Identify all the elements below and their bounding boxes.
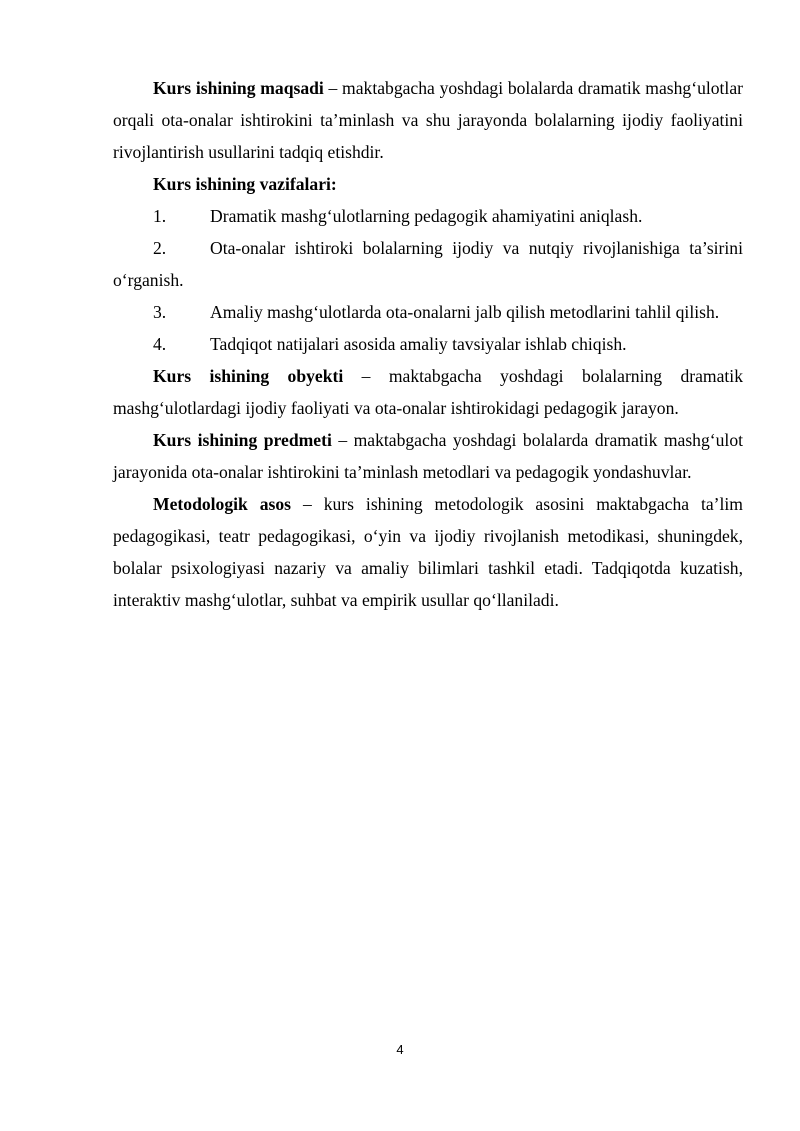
task-item-3 xyxy=(113,296,743,328)
goal-term: Kurs ishining maqsadi xyxy=(153,78,324,98)
goal-text: – maktabgacha yoshdagi bolalarda dramatik mashg‘ulotlar orqali ota-onalar ishtirokini ta’minlash va shu jarayonda bolalarning ijodiy faoliyatini rivojlantirish usullarini tadqiq etishdir. xyxy=(113,78,743,162)
task-text: Dramatik mashg‘ulotlarning pedagogik ahamiyatini aniqlash. xyxy=(210,206,643,226)
task-text: Amaliy mashg‘ulotlarda ota-onalarni jalb qilish metodlarini tahlil qilish. xyxy=(210,302,720,322)
task-number: 1. xyxy=(153,206,167,226)
subject-paragraph xyxy=(113,424,743,488)
object-term: Kurs ishining obyekti xyxy=(153,366,344,386)
subject-text: – maktabgacha yoshdagi bolalarda dramatik mashg‘ulot jarayonida ota-onalar ishtirokini ta’minlash metodlari va pedagogik yondashuvlar. xyxy=(113,430,744,482)
task-number: 4. xyxy=(153,334,167,354)
subject-term: Kurs ishining predmeti xyxy=(153,430,332,450)
goal-paragraph xyxy=(113,72,743,168)
page-content xyxy=(113,72,743,616)
object-text: – maktabgacha yoshdagi bolalarning dramatik mashg‘ulotlardagi ijodiy faoliyati va ota-onalar ishtirokidagi pedagogik jarayon. xyxy=(113,366,743,418)
page-number: 4 xyxy=(396,1042,404,1057)
task-item-2 xyxy=(113,232,743,296)
tasks-heading: Kurs ishining vazifalari: xyxy=(153,174,337,194)
task-text: Ota-onalar ishtiroki bolalarning ijodiy va nutqiy rivojlanishiga ta’sirini o‘rganish. xyxy=(113,238,743,290)
methodology-paragraph xyxy=(113,488,743,616)
methodology-term: Metodologik asos xyxy=(153,494,292,514)
task-number: 3. xyxy=(153,302,167,322)
methodology-text: – kurs ishining metodologik asosini maktabgacha ta’lim pedagogikasi, teatr pedagogikasi, o‘yin va ijodiy rivojlanish metodikasi, shuningdek, bolalar psixologiyasi nazariy va amaliy bilimlari tashkil etadi. Tadqiqotda kuzatish, interaktiv mashg‘ulotlar, suhbat va empirik usullar qo‘llaniladi. xyxy=(113,494,743,610)
object-paragraph xyxy=(113,360,743,424)
task-text: Tadqiqot natijalari asosida amaliy tavsiyalar ishlab chiqish. xyxy=(210,334,627,354)
task-item-1 xyxy=(113,200,743,232)
task-number: 2. xyxy=(153,238,167,258)
task-item-4 xyxy=(113,328,743,360)
